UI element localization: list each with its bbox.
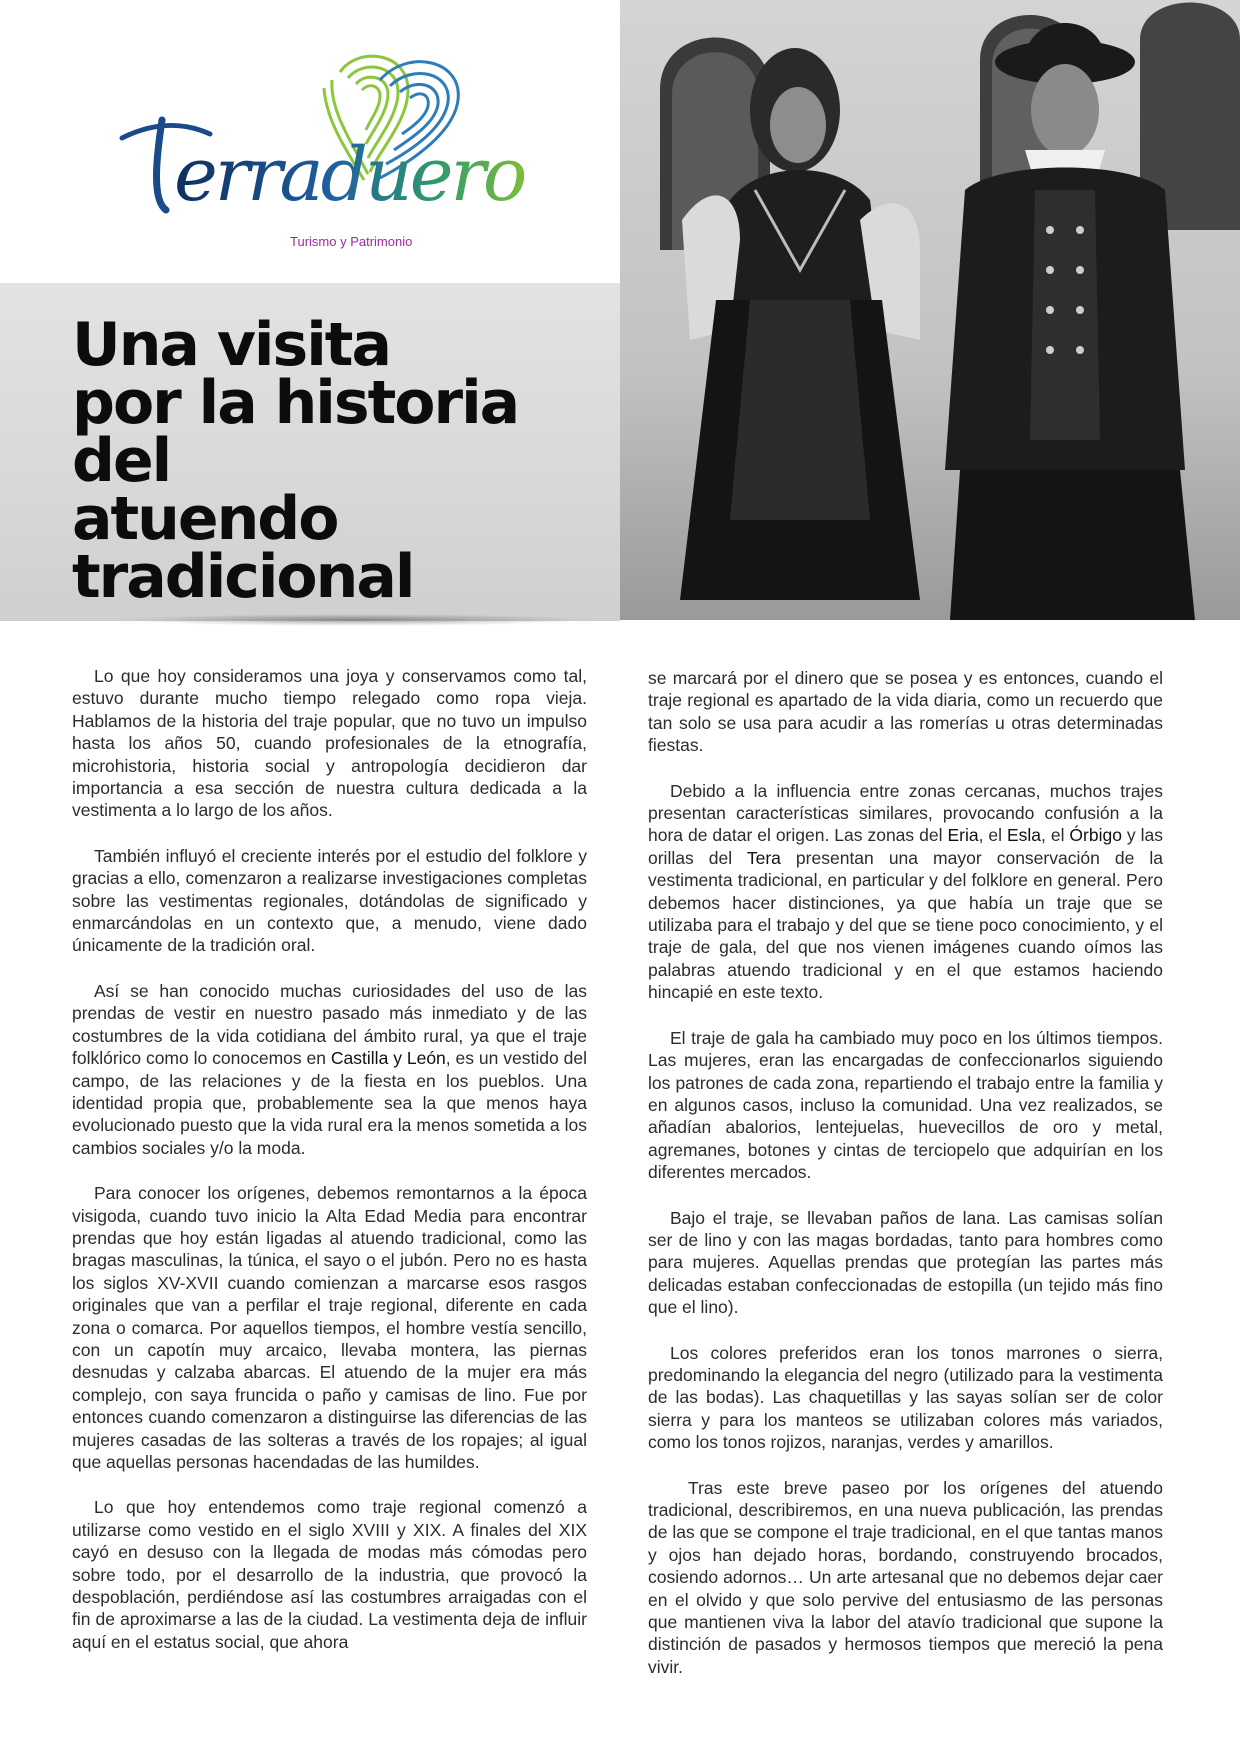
terraduero-logo xyxy=(118,50,525,260)
paragraph: Para conocer los orígenes, debemos remontarnos a la época visigoda, cuando tuvo inicio la Alta Edad Media para encontrar prendas que hoy están ligadas al atuendo tradicional, como las bragas masculinas, la túnica, el sayo o el jubón. Pero no es hasta los siglos XV-XVII cuando comienzan a marcarse esos rasgos originales que van a perfilar el traje regional, diferente en cada zona o comarca. Por aquellos tiempos, el hombre vestía sencillo, con un capotín muy arcaico, llevaba montera, las piernas desnudas y calzaba abarcas. El atuendo de la mujer era más complejo, con saya fruncida o paño y camisas de lino. Fue por entonces cuando comenzaron a distinguirse las diferencias de las mujeres casadas de las solteras a través de los ropajes; al igual que aquellas personas hacendadas de las humildes. xyxy=(72,1183,587,1472)
paragraph: Los colores preferidos eran los tonos marrones o sierra, predominando la elegancia del negro (utilizado para la vestimenta de las bodas). Las chaquetillas y las sayas solían ser de color sierra y para los manteos se utilizaban colores más variados, como los tonos rojizos, naranjas, verdes y amarillos. xyxy=(648,1342,1163,1453)
paragraph-text: Debido a la influencia entre zonas cercanas, muchos trajes presentan características similares, provocando confusión a la hora de datar el origen. Las zonas del xyxy=(648,780,1163,846)
paragraph-text: , el xyxy=(978,825,1007,846)
paragraph: se marcará por el dinero que se posea y es entonces, cuando el traje regional es apartado de la vida diaria, como un recuerdo que tan solo se usa para acudir a las romerías u otras determinadas fiestas. xyxy=(648,668,1163,756)
headline-line: tradicional xyxy=(72,542,414,612)
article-column-left xyxy=(72,665,587,1653)
headline-line: por la historia del xyxy=(72,368,519,496)
paragraph: El traje de gala ha cambiado muy poco en los últimos tiempos. Las mujeres, eran las encargadas de confeccionarlos siguiendo los patrones de cada zona, repartiendo el trabajo entre la familia y en algunos casos, incluso la comunidad. Una vez realizados, se añadían abalorios, lentejuelas, huevecillos de oro y metal, agremanes, botones y cintas de terciopelo que adquirían en los diferentes mercados. xyxy=(648,1027,1163,1183)
paragraph-text: , es un vestido del campo, de las relaciones y de la fiesta en los pueblos. Una identidad propia que, probablemente sea la que menos haya evolucionado puesto que la vida rural era la menos sometida a los cambios sociales y/o la moda. xyxy=(72,1048,587,1158)
paragraph-text: Así se han conocido muchas curiosidades del uso de las prendas de vestir en nuestro pasado más inmediato y de las costumbres de la vida cotidiana del ámbito rural, ya que el traje folklórico como lo conocemos en xyxy=(72,980,587,1069)
paragraph: Lo que hoy consideramos una joya y conservamos como tal, estuvo durante mucho tiempo relegado como ropa vieja. Hablamos de la historia del traje popular, que no tuvo un impulso hasta los años 50, cuando profesionales de la etnografía, microhistoria, historia social y antropología decidieron dar importancia a esa sección de nuestra cultura dedicada a la vestimenta a lo largo de los años. xyxy=(72,666,587,821)
article-headline xyxy=(72,310,612,612)
header-band-shadow xyxy=(120,614,590,626)
svg-text:erraduero: erraduero xyxy=(174,132,525,218)
paragraph: Tras este breve paseo por los orígenes del atuendo tradicional, describiremos, en una nueva publicación, las prendas de las que se compone el traje tradicional, en el que tantas manos y ojos han dejado horas, bordando, construyendo brocados, cosiendo adornos… Un arte artesanal que no debemos dejar caer en el olvido y que solo pervive del entusiasmo de las personas que mantienen viva la labor del atavío tradicional que supone la distinción de pasados y hermosos tiempos que mereció la pena vivir. xyxy=(648,1477,1163,1677)
paragraph-text: y las orillas del xyxy=(648,825,1163,868)
paragraph xyxy=(648,780,1163,1004)
heart-fingerprint-icon xyxy=(118,50,525,260)
paragraph: Bajo el traje, se llevaban paños de lana. Las camisas solían ser de lino y con las magas bordadas, tanto para hombres como para mujeres. Aquellas prendas que protegían las partes más delicadas estaban confeccionadas de estopilla (un tejido más fino que el lino). xyxy=(648,1207,1163,1318)
article-column-right xyxy=(648,667,1163,1678)
paragraph: Lo que hoy entendemos como traje regional comenzó a utilizarse como vestido en el siglo XVIII y XIX. A finales del XIX cayó en desuso con la llegada de modas más cómodas pero sobre todo, por el desarrollo de la industria, que provocó la despoblación, perdiéndose así las costumbres arraigadas con el fin de aproximarse a las de la ciudad. La vestimenta deja de influir aquí en el estatus social, que ahora xyxy=(72,1497,587,1652)
paragraph xyxy=(72,980,587,1159)
headline-line: atuendo xyxy=(72,484,338,554)
photo-illustration xyxy=(620,0,1240,620)
place-link-esla[interactable]: Esla xyxy=(1006,825,1042,846)
headline-line: Una visita xyxy=(72,310,390,380)
place-link-eria[interactable]: Eria xyxy=(947,825,979,846)
vintage-couple-photo xyxy=(620,0,1240,620)
paragraph: También influyó el creciente interés por el estudio del folklore y gracias a ello, comenzaron a realizarse investigaciones completas sobre las vestimentas regionales, dotándolas de significado y enmarcándolas en un contexto que, a menudo, viene dado únicamente de la tradición oral. xyxy=(72,845,587,956)
logo-tagline: Turismo y Patrimonio xyxy=(290,234,413,249)
paragraph-text: , el xyxy=(1041,825,1070,846)
place-link-orbigo[interactable]: Órbigo xyxy=(1069,825,1122,846)
place-link-castilla-y-leon[interactable]: Castilla y León xyxy=(330,1048,446,1069)
place-link-tera[interactable]: Tera xyxy=(746,847,781,868)
paragraph-text: presentan una mayor conservación de la vestimenta tradicional, en particular y del folklore en general. Pero debemos hacer distinciones, ya que había un traje que se utilizaba para el trabajo y del que se tiene poco conocimiento, y el traje de gala, del que nos vienen imágenes cuando oímos las palabras atuendo tradicional y en el que estamos haciendo hincapié en este texto. xyxy=(648,847,1164,1003)
